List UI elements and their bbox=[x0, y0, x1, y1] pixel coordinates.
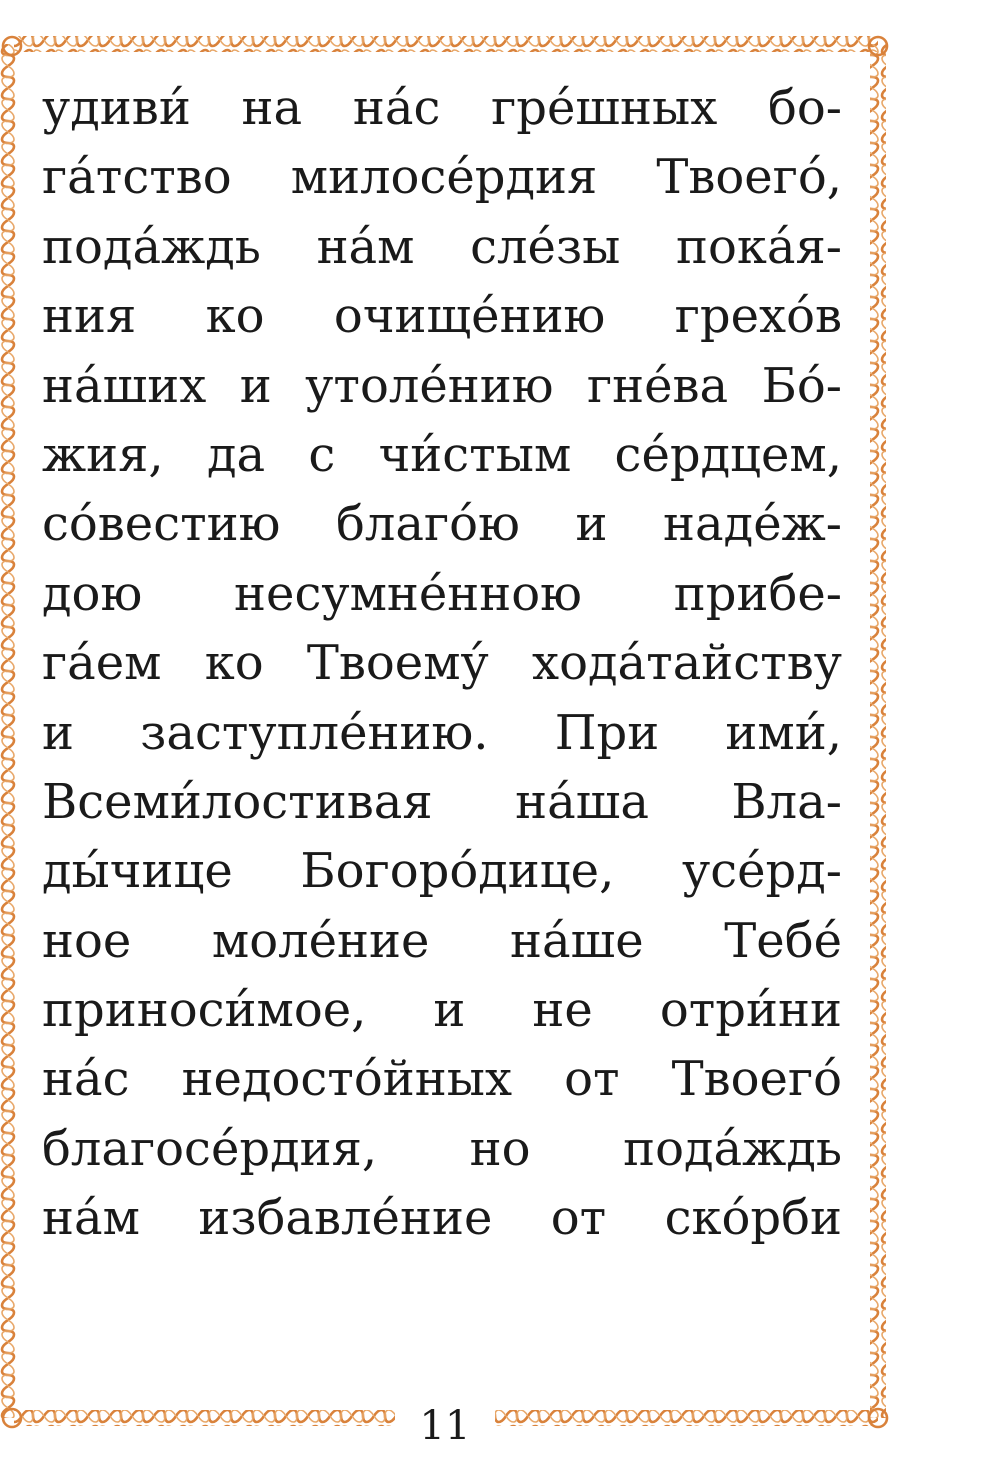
text-line: дою несумне́нною прибе- bbox=[42, 565, 842, 622]
text-line: ния ко очище́нию грехо́в bbox=[42, 288, 842, 345]
text-line: га́тство милосе́рдия Твоего́, bbox=[42, 149, 842, 206]
text-line: удиви́ на на́с гре́шных бо- bbox=[42, 80, 842, 136]
text-line: на́м избавле́ние от ско́рби bbox=[42, 1190, 842, 1247]
text-line: пода́ждь на́м сле́зы пока́я- bbox=[42, 218, 842, 275]
border-top bbox=[14, 36, 878, 52]
page-number: 11 bbox=[419, 1403, 471, 1449]
page-number-box bbox=[395, 1396, 495, 1456]
prayer-text bbox=[42, 74, 842, 1254]
border-left bbox=[0, 44, 16, 1418]
text-line: га́ем ко Твоему́ хода́тайству bbox=[42, 635, 842, 692]
text-line: ды́чице Богоро́дице, усе́рд- bbox=[42, 843, 842, 900]
text-line: Всеми́лостивая на́ша Вла- bbox=[42, 773, 842, 830]
border-right bbox=[870, 44, 886, 1418]
text-line: и заступле́нию. При ими́, bbox=[42, 704, 842, 761]
text-line: благосе́рдия, но пода́ждь bbox=[42, 1120, 842, 1177]
text-line: приноси́мое, и не отри́ни bbox=[42, 982, 842, 1039]
text-line: на́с недосто́йных от Твоего́ bbox=[42, 1051, 842, 1108]
text-line: на́ших и утоле́нию гне́ва Бо́- bbox=[42, 357, 842, 414]
text-line: ное моле́ние на́ше Тебе́ bbox=[42, 912, 842, 969]
text-line: жия, да с чи́стым се́рдцем, bbox=[42, 426, 842, 483]
text-line: со́вестию благо́ю и наде́ж- bbox=[42, 496, 842, 553]
